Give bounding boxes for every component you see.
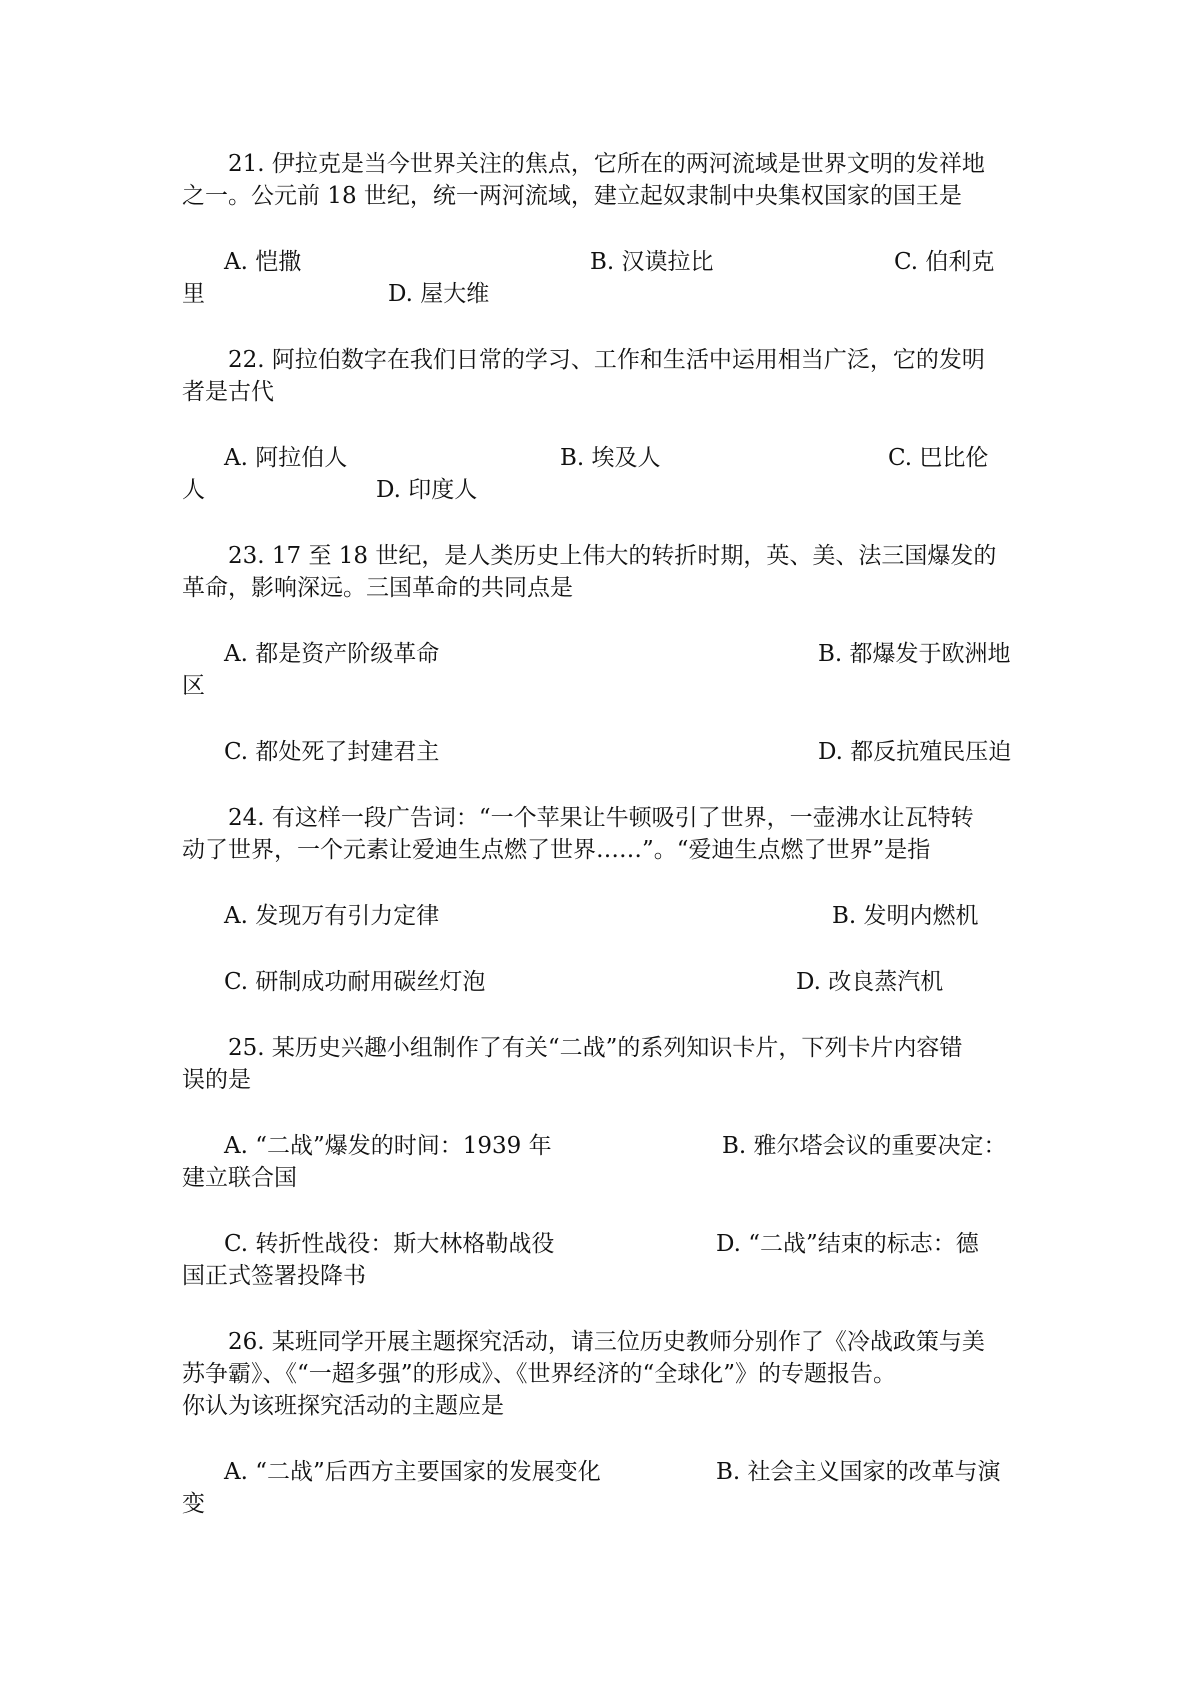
q26-option-a: A. “二战”后西方主要国家的发展变化: [224, 1459, 601, 1485]
q24-option-b: B. 发明内燃机: [832, 903, 979, 929]
q24-option-a: A. 发现万有引力定律: [224, 903, 440, 929]
q23-option-a: A. 都是资产阶级革命: [224, 641, 440, 667]
q22-options-row-2: [182, 472, 1020, 508]
q22-options-row-1: [182, 440, 1020, 476]
q24-stem-line-1: 24. 有这样一段广告词：“一个苹果让牛顿吸引了世界，一壶沸水让瓦特转: [182, 805, 974, 831]
q21-options-row-2: [182, 276, 1020, 312]
q26-stem-line-1: 26. 某班同学开展主题探究活动，请三位历史教师分别作了《冷战政策与美: [182, 1329, 985, 1355]
q21-stem-line-2: 之一。公元前 18 世纪，统一两河流域，建立起奴隶制中央集权国家的国王是: [182, 183, 962, 209]
q22-option-c: C. 巴比伦: [888, 445, 989, 471]
q21-option-a: A. 恺撒: [224, 249, 302, 275]
q22-stem-line-1: 22. 阿拉伯数字在我们日常的学习、工作和生活中运用相当广泛，它的发明: [182, 347, 985, 373]
q22-option-b: B. 埃及人: [560, 445, 661, 471]
q26-option-b: B. 社会主义国家的改革与演: [716, 1459, 1001, 1485]
q25-options-row-1: [182, 1128, 1020, 1164]
q24-options-row-1: [182, 898, 1020, 934]
q24-option-c: C. 研制成功耐用碳丝灯泡: [224, 969, 486, 995]
q21-option-b: B. 汉谟拉比: [590, 249, 714, 275]
q25-option-b: B. 雅尔塔会议的重要决定：: [722, 1133, 1007, 1159]
q22-stem-line-2: 者是古代: [182, 379, 274, 405]
q21-option-c-continued: 里: [182, 281, 205, 307]
q24-options-row-2: [182, 964, 1020, 1000]
q23-option-b: B. 都爆发于欧洲地: [818, 641, 1011, 667]
q26-options-row-1: [182, 1454, 1020, 1490]
q25-option-b-continued: 建立联合国: [182, 1165, 297, 1191]
q23-options-row-1: [182, 636, 1020, 672]
q23-options-row-2: [182, 734, 1020, 770]
q23-option-c: C. 都处死了封建君主: [224, 739, 440, 765]
q22-option-c-continued: 人: [182, 477, 205, 503]
q21-option-d: D. 屋大维: [388, 281, 490, 307]
q23-stem-line-2: 革命，影响深远。三国革命的共同点是: [182, 575, 573, 601]
q26-stem-line-2: 苏争霸》、《“一超多强”的形成》、《世界经济的“全球化”》的专题报告。: [182, 1361, 897, 1387]
q21-options-row-1: [182, 244, 1020, 280]
q22-option-d: D. 印度人: [376, 477, 478, 503]
q23-stem-line-1: 23. 17 至 18 世纪，是人类历史上伟大的转折时期，英、美、法三国爆发的: [182, 543, 997, 569]
q24-option-d: D. 改良蒸汽机: [796, 969, 944, 995]
q25-stem-line-2: 误的是: [182, 1067, 251, 1093]
q25-option-d-continued: 国正式签署投降书: [182, 1263, 366, 1289]
q25-option-a: A. “二战”爆发的时间：1939 年: [224, 1133, 552, 1159]
q25-options-row-2: [182, 1226, 1020, 1262]
q25-option-c: C. 转折性战役：斯大林格勒战役: [224, 1231, 555, 1257]
q22-option-a: A. 阿拉伯人: [224, 445, 348, 471]
q21-stem-line-1: 21. 伊拉克是当今世界关注的焦点，它所在的两河流域是世界文明的发祥地: [182, 151, 985, 177]
q26-stem-line-3: 你认为该班探究活动的主题应是: [182, 1393, 504, 1419]
q24-stem-line-2: 动了世界，一个元素让爱迪生点燃了世界……”。“爱迪生点燃了世界”是指: [182, 837, 931, 863]
q26-option-b-continued: 变: [182, 1491, 205, 1517]
q23-option-d: D. 都反抗殖民压迫: [818, 739, 1012, 765]
q25-option-d: D. “二战”结束的标志：德: [716, 1231, 979, 1257]
q25-stem-line-1: 25. 某历史兴趣小组制作了有关“二战”的系列知识卡片，下列卡片内容错: [182, 1035, 963, 1061]
q21-option-c: C. 伯利克: [894, 249, 995, 275]
q23-option-b-continued: 区: [182, 673, 205, 699]
